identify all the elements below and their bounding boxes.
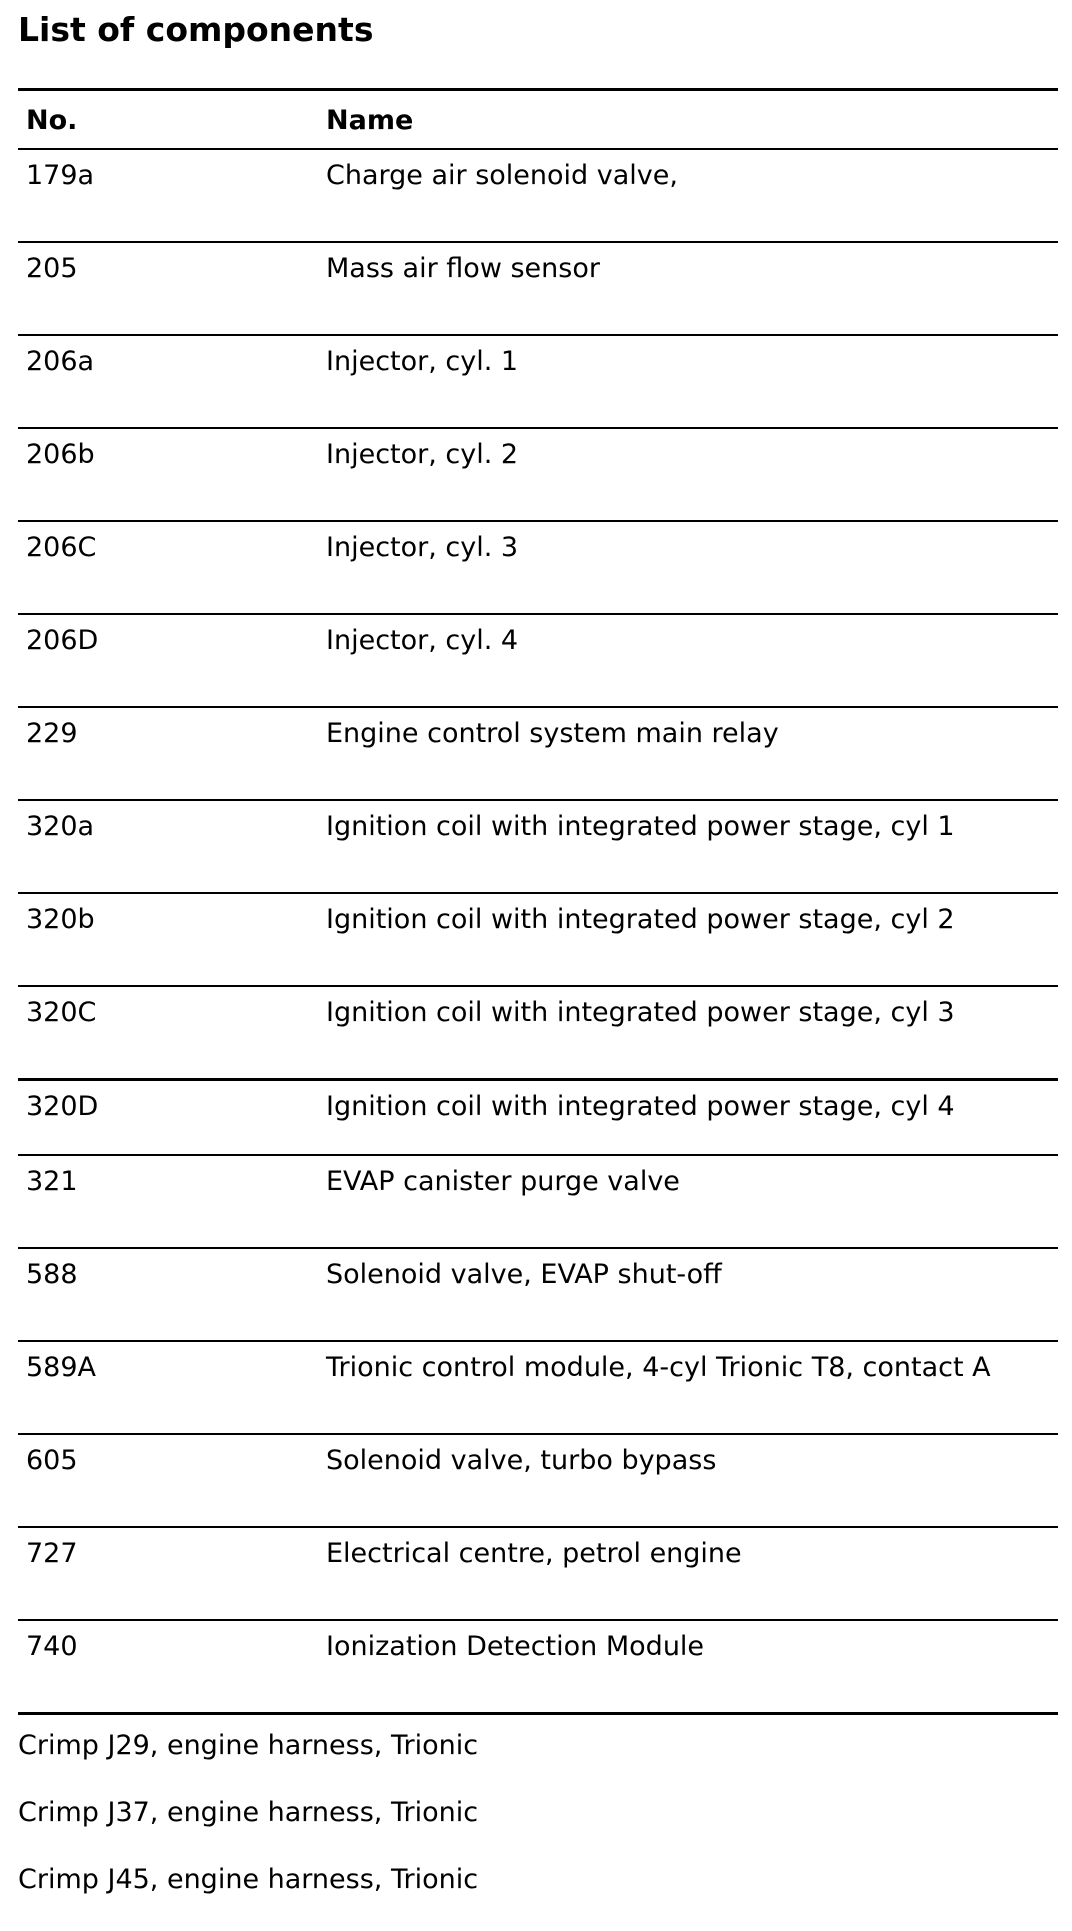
component-number: 740 [26, 1631, 78, 1662]
table-row [18, 1156, 1058, 1249]
component-name: Solenoid valve, EVAP shut-off [326, 1259, 722, 1290]
column-header-name: Name [326, 105, 414, 136]
notes-list [18, 1730, 1058, 1931]
table-row [18, 801, 1058, 894]
table-row [18, 987, 1058, 1081]
component-number: 321 [26, 1166, 78, 1197]
component-name: Solenoid valve, turbo bypass [326, 1445, 717, 1476]
component-number: 320C [26, 997, 97, 1028]
component-number: 727 [26, 1538, 78, 1569]
component-name: Injector, cyl. 4 [326, 625, 519, 656]
note-item: Crimp J37, engine harness, Trionic [18, 1797, 479, 1828]
table-row [18, 615, 1058, 708]
note-item: Crimp J45, engine harness, Trionic [18, 1864, 479, 1895]
component-number: 320D [26, 1091, 99, 1122]
table-row [18, 894, 1058, 987]
component-name: Ignition coil with integrated power stage, cyl 3 [326, 997, 955, 1028]
component-name: Charge air solenoid valve, [326, 160, 678, 191]
table-row [18, 150, 1058, 243]
component-name: Mass air flow sensor [326, 253, 600, 284]
table-row [18, 429, 1058, 522]
component-name: EVAP canister purge valve [326, 1166, 680, 1197]
component-number: 205 [26, 253, 78, 284]
note-item: Crimp J29, engine harness, Trionic [18, 1730, 479, 1761]
components-table [18, 88, 1058, 1715]
column-header-no: No. [26, 105, 78, 136]
component-name: Injector, cyl. 3 [326, 532, 519, 563]
table-row [18, 1621, 1058, 1715]
component-name: Electrical centre, petrol engine [326, 1538, 742, 1569]
component-number: 605 [26, 1445, 78, 1476]
component-number: 320b [26, 904, 95, 935]
page-title: List of components [18, 10, 374, 49]
table-header [18, 91, 1058, 150]
table-row [18, 1435, 1058, 1528]
table-row [18, 1249, 1058, 1342]
table-row [18, 1528, 1058, 1621]
table-row [18, 1342, 1058, 1435]
component-number: 588 [26, 1259, 78, 1290]
component-number: 206b [26, 439, 95, 470]
component-name: Injector, cyl. 1 [326, 346, 519, 377]
component-name: Ionization Detection Module [326, 1631, 705, 1662]
component-number: 206D [26, 625, 99, 656]
component-number: 206a [26, 346, 95, 377]
table-row [18, 522, 1058, 615]
component-number: 589A [26, 1352, 97, 1383]
table-row [18, 1081, 1058, 1156]
component-name: Ignition coil with integrated power stage, cyl 2 [326, 904, 955, 935]
component-name: Injector, cyl. 2 [326, 439, 519, 470]
component-name: Ignition coil with integrated power stage, cyl 1 [326, 811, 955, 842]
table-row [18, 336, 1058, 429]
component-number: 320a [26, 811, 95, 842]
component-name: Ignition coil with integrated power stage, cyl 4 [326, 1091, 955, 1122]
component-name: Trionic control module, 4-cyl Trionic T8, contact A [326, 1352, 991, 1383]
component-number: 179a [26, 160, 95, 191]
component-name: Engine control system main relay [326, 718, 779, 749]
component-number: 206C [26, 532, 97, 563]
component-number: 229 [26, 718, 78, 749]
table-row [18, 708, 1058, 801]
table-row [18, 243, 1058, 336]
